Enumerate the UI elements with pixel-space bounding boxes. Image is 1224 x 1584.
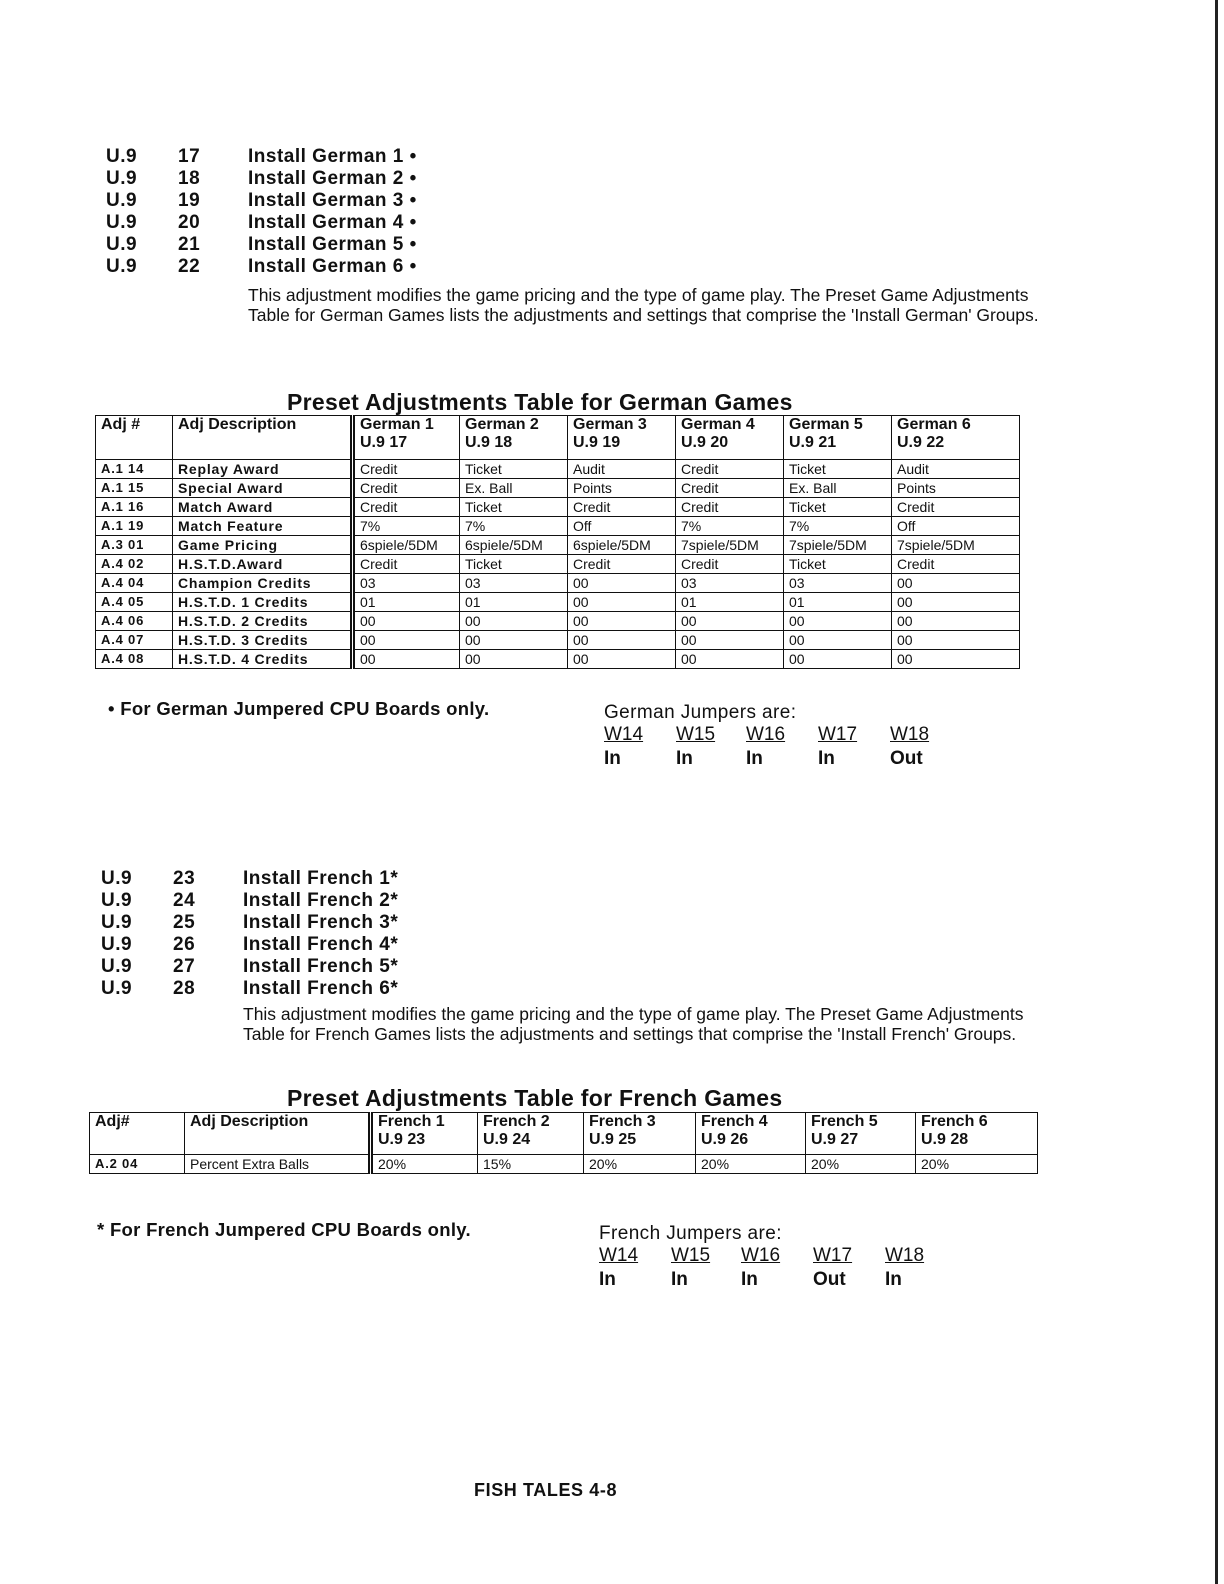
adj-description-cell: Special Award <box>173 479 353 498</box>
install-item: U.9 27 Install French 5* <box>101 956 399 977</box>
table-row <box>96 555 1020 574</box>
table-row <box>96 612 1020 631</box>
install-item: U.9 24 Install French 2* <box>101 890 399 911</box>
jumper-name: W14 <box>604 724 644 745</box>
setting-cell: 00 <box>460 650 568 669</box>
install-item: U.9 18 Install German 2 • <box>106 168 417 189</box>
setting-cell: 03 <box>460 574 568 593</box>
setting-cell: Off <box>892 517 1020 536</box>
adj-description-cell: H.S.T.D. 2 Credits <box>173 612 353 631</box>
page-edge-scan-line <box>1215 0 1218 1584</box>
setting-cell: Ticket <box>784 460 892 479</box>
jumper-value: In <box>885 1269 902 1290</box>
jumper-values-row <box>604 748 964 772</box>
adj-description-cell: H.S.T.D.Award <box>173 555 353 574</box>
install-item: U.9 20 Install German 4 • <box>106 212 417 233</box>
setting-cell: 7% <box>784 517 892 536</box>
table-header-row <box>96 416 1020 460</box>
setting-cell: 00 <box>892 612 1020 631</box>
setting-cell: 00 <box>892 574 1020 593</box>
adj-number-cell: A.1 14 <box>96 460 173 479</box>
setting-cell: 00 <box>460 631 568 650</box>
setting-cell: 6spiele/5DM <box>353 536 460 555</box>
setting-cell: 00 <box>353 631 460 650</box>
setting-cell: Credit <box>676 460 784 479</box>
table-row <box>96 574 1020 593</box>
install-item: U.9 17 Install German 1 • <box>106 146 417 167</box>
setting-cell: Credit <box>353 498 460 517</box>
french-description: This adjustment modifies the game pricing and the type of game play. The Preset Game Adjustments Table for French Games lists the adjustments and settings that comprise the 'Install French' Groups. <box>243 1004 1024 1044</box>
setting-cell: 00 <box>568 593 676 612</box>
setting-cell: 01 <box>353 593 460 612</box>
setting-cell: Ticket <box>460 460 568 479</box>
adj-description-cell: Percent Extra Balls <box>185 1155 371 1174</box>
setting-cell: 00 <box>568 650 676 669</box>
french-note: * For French Jumpered CPU Boards only. <box>97 1219 471 1240</box>
adj-number-cell: A.4 06 <box>96 612 173 631</box>
german-table-title: Preset Adjustments Table for German Games <box>287 389 793 415</box>
adj-description-cell: H.S.T.D. 3 Credits <box>173 631 353 650</box>
setting-cell: 20% <box>584 1155 696 1174</box>
table-row <box>96 536 1020 555</box>
setting-cell: Ticket <box>784 498 892 517</box>
table-row <box>96 631 1020 650</box>
jumper-value: Out <box>813 1269 846 1290</box>
setting-cell: 00 <box>892 631 1020 650</box>
adj-number-cell: A.2 04 <box>90 1155 185 1174</box>
adj-number-cell: A.1 19 <box>96 517 173 536</box>
table-header-row <box>90 1113 1038 1155</box>
setting-cell: Credit <box>568 555 676 574</box>
setting-cell: 7spiele/5DM <box>676 536 784 555</box>
col-header: German 6 U.9 22 <box>892 416 1020 460</box>
german-jumpers <box>604 702 964 772</box>
setting-cell: Credit <box>676 555 784 574</box>
jumper-name: W17 <box>813 1245 853 1266</box>
jumper-value: In <box>671 1269 688 1290</box>
adj-description-cell: Match Award <box>173 498 353 517</box>
jumper-names-row <box>604 724 964 748</box>
jumper-values-row <box>599 1269 959 1293</box>
col-header: Adj Description <box>173 416 353 460</box>
german-install-list <box>106 146 506 278</box>
adj-number-cell: A.4 04 <box>96 574 173 593</box>
setting-cell: 00 <box>460 612 568 631</box>
setting-cell: 00 <box>784 631 892 650</box>
jumper-name: W15 <box>676 724 716 745</box>
col-header: German 5 U.9 21 <box>784 416 892 460</box>
german-description: This adjustment modifies the game pricing and the type of game play. The Preset Game Adjustments Table for German Games lists the adjustments and settings that comprise the 'Install German' Groups. <box>248 285 1039 325</box>
setting-cell: 00 <box>892 593 1020 612</box>
setting-cell: 03 <box>353 574 460 593</box>
adj-number-cell: A.4 05 <box>96 593 173 612</box>
setting-cell: 00 <box>784 612 892 631</box>
adj-number-cell: A.1 15 <box>96 479 173 498</box>
jumper-name: W14 <box>599 1245 639 1266</box>
setting-cell: 00 <box>353 612 460 631</box>
col-header: French 1 U.9 23 <box>371 1113 478 1155</box>
jumper-value: In <box>746 748 763 769</box>
setting-cell: Ticket <box>784 555 892 574</box>
setting-cell: 00 <box>676 631 784 650</box>
adj-number-cell: A.4 08 <box>96 650 173 669</box>
setting-cell: 20% <box>916 1155 1038 1174</box>
adj-description-cell: Champion Credits <box>173 574 353 593</box>
install-item: U.9 25 Install French 3* <box>101 912 399 933</box>
setting-cell: 01 <box>460 593 568 612</box>
setting-cell: Credit <box>676 479 784 498</box>
adj-description-cell: H.S.T.D. 1 Credits <box>173 593 353 612</box>
adj-number-cell: A.4 02 <box>96 555 173 574</box>
table-row <box>90 1155 1038 1174</box>
jumpers-title: German Jumpers are: <box>604 702 797 723</box>
jumper-name: W16 <box>741 1245 781 1266</box>
col-header: German 4 U.9 20 <box>676 416 784 460</box>
jumper-value: In <box>818 748 835 769</box>
setting-cell: 00 <box>892 650 1020 669</box>
jumpers-title: French Jumpers are: <box>599 1223 782 1244</box>
table-row <box>96 460 1020 479</box>
col-header: French 4 U.9 26 <box>696 1113 806 1155</box>
setting-cell: Off <box>568 517 676 536</box>
table-row <box>96 650 1020 669</box>
setting-cell: Points <box>568 479 676 498</box>
jumper-name: W15 <box>671 1245 711 1266</box>
jumper-name: W18 <box>885 1245 925 1266</box>
jumper-value: In <box>741 1269 758 1290</box>
jumper-value: In <box>599 1269 616 1290</box>
setting-cell: 01 <box>676 593 784 612</box>
col-header: Adj Description <box>185 1113 371 1155</box>
german-note: • For German Jumpered CPU Boards only. <box>108 698 490 719</box>
setting-cell: 00 <box>676 650 784 669</box>
french-jumpers <box>599 1223 959 1293</box>
jumper-name: W17 <box>818 724 858 745</box>
setting-cell: 00 <box>784 650 892 669</box>
adj-number-cell: A.1 16 <box>96 498 173 517</box>
setting-cell: 00 <box>676 612 784 631</box>
setting-cell: 7% <box>460 517 568 536</box>
install-item: U.9 22 Install German 6 • <box>106 256 417 277</box>
jumper-name: W18 <box>890 724 930 745</box>
col-header: French 6 U.9 28 <box>916 1113 1038 1155</box>
col-header: German 1 U.9 17 <box>353 416 460 460</box>
setting-cell: 7spiele/5DM <box>784 536 892 555</box>
jumper-value: In <box>604 748 621 769</box>
table-row <box>96 498 1020 517</box>
jumper-name: W16 <box>746 724 786 745</box>
setting-cell: Credit <box>353 460 460 479</box>
install-item: U.9 28 Install French 6* <box>101 978 399 999</box>
jumper-value: Out <box>890 748 923 769</box>
col-header: German 3 U.9 19 <box>568 416 676 460</box>
setting-cell: 00 <box>353 650 460 669</box>
adj-description-cell: Match Feature <box>173 517 353 536</box>
table-row <box>96 593 1020 612</box>
setting-cell: Credit <box>676 498 784 517</box>
setting-cell: Credit <box>892 555 1020 574</box>
setting-cell: Audit <box>568 460 676 479</box>
install-item: U.9 26 Install French 4* <box>101 934 399 955</box>
setting-cell: Credit <box>568 498 676 517</box>
setting-cell: Credit <box>892 498 1020 517</box>
jumper-names-row <box>599 1245 959 1269</box>
table-row <box>96 517 1020 536</box>
adj-number-cell: A.3 01 <box>96 536 173 555</box>
setting-cell: 01 <box>784 593 892 612</box>
col-header: Adj# <box>90 1113 185 1155</box>
col-header: Adj # <box>96 416 173 460</box>
adj-description-cell: Replay Award <box>173 460 353 479</box>
jumper-value: In <box>676 748 693 769</box>
french-table-title: Preset Adjustments Table for French Games <box>287 1085 783 1111</box>
adj-description-cell: H.S.T.D. 4 Credits <box>173 650 353 669</box>
setting-cell: 00 <box>568 612 676 631</box>
setting-cell: 03 <box>784 574 892 593</box>
install-item: U.9 23 Install French 1* <box>101 868 399 889</box>
install-item: U.9 21 Install German 5 • <box>106 234 417 255</box>
setting-cell: 6spiele/5DM <box>460 536 568 555</box>
setting-cell: 03 <box>676 574 784 593</box>
setting-cell: Audit <box>892 460 1020 479</box>
setting-cell: Ticket <box>460 498 568 517</box>
setting-cell: 7spiele/5DM <box>892 536 1020 555</box>
setting-cell: 00 <box>568 631 676 650</box>
setting-cell: Ex. Ball <box>460 479 568 498</box>
setting-cell: Ticket <box>460 555 568 574</box>
table-row <box>96 479 1020 498</box>
setting-cell: Ex. Ball <box>784 479 892 498</box>
install-item: U.9 19 Install German 3 • <box>106 190 417 211</box>
setting-cell: 00 <box>568 574 676 593</box>
setting-cell: 20% <box>806 1155 916 1174</box>
setting-cell: 6spiele/5DM <box>568 536 676 555</box>
setting-cell: 7% <box>353 517 460 536</box>
page-footer: FISH TALES 4-8 <box>474 1480 618 1500</box>
german-adjustments-table <box>95 415 1020 669</box>
col-header: French 3 U.9 25 <box>584 1113 696 1155</box>
french-adjustments-table <box>89 1112 1038 1174</box>
col-header: German 2 U.9 18 <box>460 416 568 460</box>
setting-cell: 15% <box>478 1155 584 1174</box>
setting-cell: 7% <box>676 517 784 536</box>
setting-cell: Credit <box>353 479 460 498</box>
setting-cell: 20% <box>371 1155 478 1174</box>
col-header: French 2 U.9 24 <box>478 1113 584 1155</box>
setting-cell: 20% <box>696 1155 806 1174</box>
adj-description-cell: Game Pricing <box>173 536 353 555</box>
french-install-list <box>101 868 501 1000</box>
col-header: French 5 U.9 27 <box>806 1113 916 1155</box>
adj-number-cell: A.4 07 <box>96 631 173 650</box>
setting-cell: Credit <box>353 555 460 574</box>
setting-cell: Points <box>892 479 1020 498</box>
